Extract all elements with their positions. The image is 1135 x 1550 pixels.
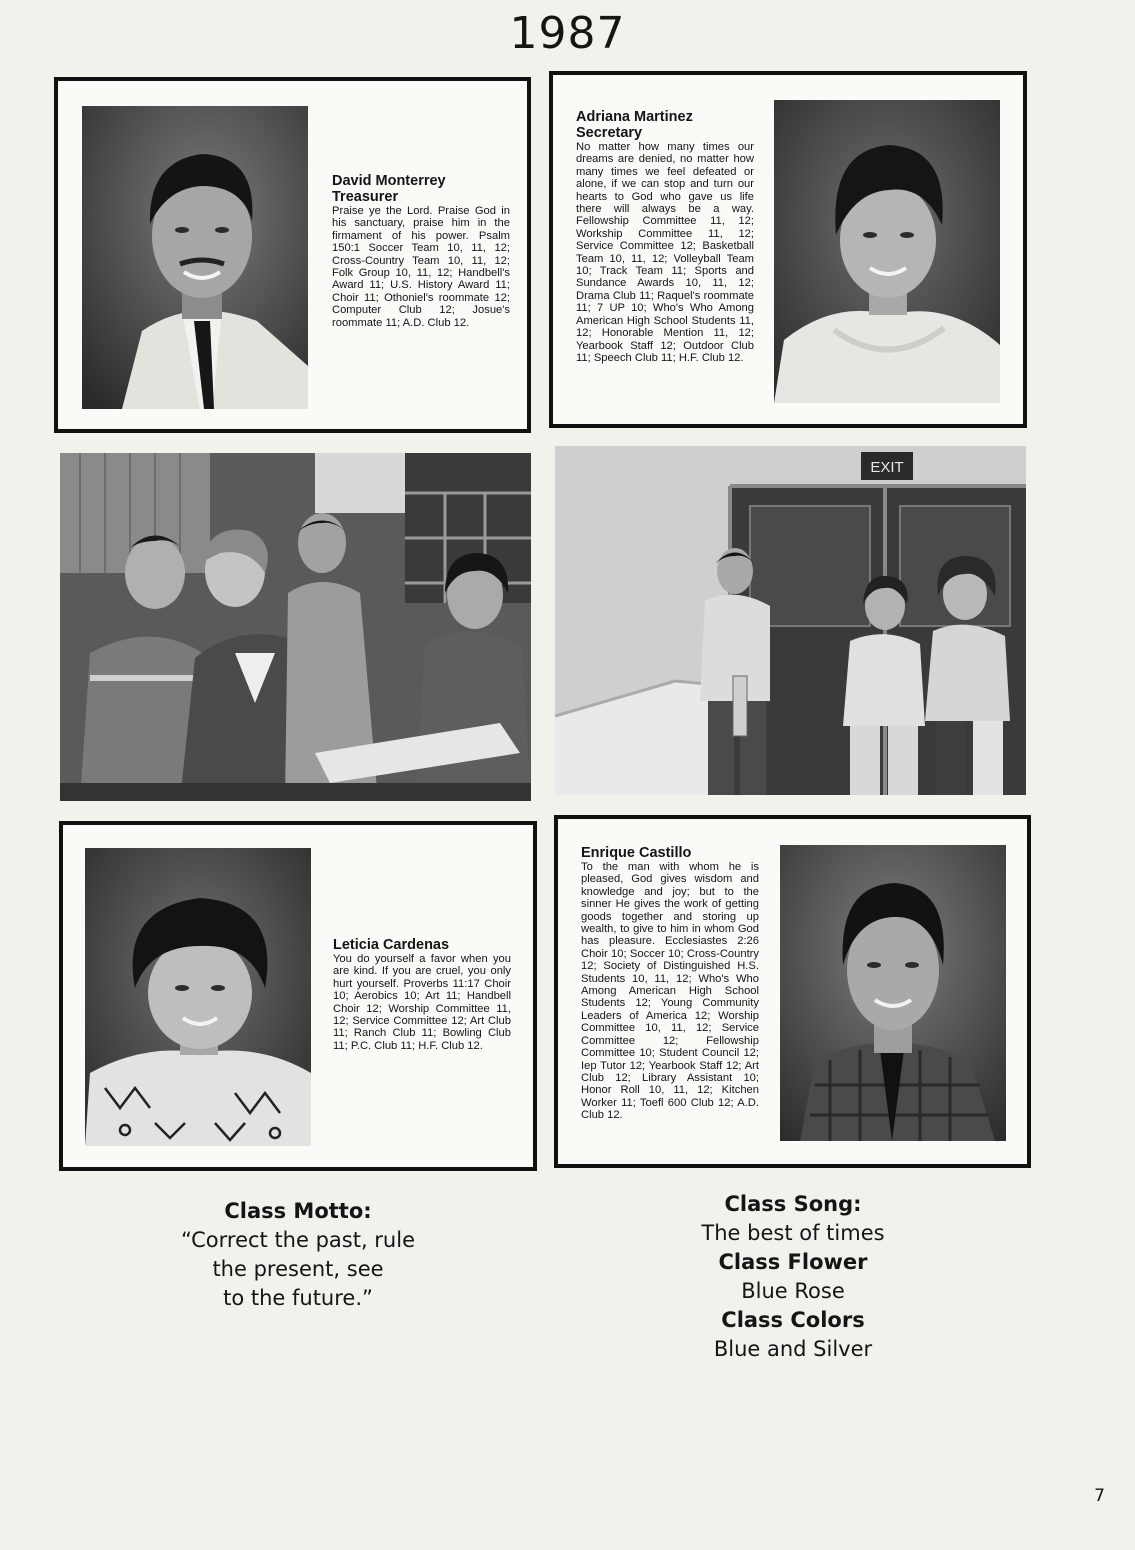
profile-card-enrique bbox=[554, 815, 1031, 1168]
flower-label: Class Flower bbox=[718, 1250, 868, 1274]
motto-line-3: to the future.” bbox=[223, 1286, 373, 1310]
exit-sign: EXIT bbox=[870, 459, 904, 476]
flower-value: Blue Rose bbox=[741, 1279, 845, 1303]
song-label: Class Song: bbox=[724, 1192, 862, 1216]
officer-title: Treasurer bbox=[332, 189, 399, 205]
motto-line-2: the present, see bbox=[212, 1257, 384, 1281]
profile-card-leticia bbox=[59, 821, 537, 1171]
student-name: Enrique Castillo bbox=[581, 845, 692, 861]
profile-card-david bbox=[54, 77, 531, 433]
bio-text: To the man with whom he is pleased, God gives wisdom and knowledge and joy; but to the sinner He gives the work of getting goods together and storing up wealth, to give to him in whom God has pleasure. Ecclesiastes 2:26 Choir 10; Soccer 10; Cross-Country 12; Society of Distinguished H.S. Students 10, 11, 12; Who's Who Among American High School Students 12; Young Community Leaders of America 12; Worship Committee 10, 11, 12; Service Committee 12; Fellowship Committee 10; Student Council 12; Iep Tutor 12; Yearbook Staff 12; Art Club 12; Library Assistant 10; Honor Roll 10, 11, 12; Kitchen Worker 11; Toefl 600 Club 12; A.D. Club 12. bbox=[581, 861, 759, 1122]
bio-text: You do yourself a favor when you are kind. If you are cruel, you only hurt yourself. Proverbs 11:17 Choir 10; Aerobics 10; Art 11; Handbell Choir 12; Worship Committee 11, 12; Service Committee 12; Art Club 11; Ranch Club 11; Bowling Club 11; P.C. Club 11; H.F. Club 12. bbox=[333, 953, 511, 1052]
group-photo-classroom bbox=[60, 453, 531, 801]
bio-text: Praise ye the Lord. Praise God in his sanctuary, praise him in the firmament of his power. Psalm 150:1 Soccer Team 10, 11, 12; Cross-Country Team 10, 11, 12; Folk Group 10, 11, 12; Handbell's Award 11; U.S. History Award 11; Choir 11; Othoniel's roommate 12; Computer Club 12; Josue's roommate 11; A.D. Club 12. bbox=[332, 205, 510, 329]
bio-david bbox=[332, 173, 510, 329]
class-details bbox=[645, 1190, 941, 1364]
page-number: 7 bbox=[1094, 1486, 1105, 1506]
motto-label: Class Motto: bbox=[224, 1199, 372, 1223]
portrait-photo-enrique bbox=[780, 845, 1006, 1141]
student-name: David Monterrey bbox=[332, 173, 446, 189]
portrait-photo-david bbox=[82, 106, 308, 409]
officer-title: Secretary bbox=[576, 125, 643, 141]
bio-text: No matter how many times our dreams are denied, no matter how many times we feel defeated or alone, if we can stop and turn our hearts to God who gave us life there will always be a way. Fellowship Committee 11, 12; Workship Committee 11, 12; Service Committee 12; Basketball Team 10, 11, 12; Volleyball Team 10; Track Team 11; Sports and Sundance Awards 10, 11, 12; Drama Club 11; Raquel's roommate 11; 7 UP 10; Who's Who Among American High School Students 11, 12; Honorable Mention 11, 12; Yearbook Staff 12; Outdoor Club 11; Speech Club 11; H.F. Club 12. bbox=[576, 141, 754, 364]
bio-enrique bbox=[581, 845, 759, 1122]
motto-line-1: “Correct the past, rule bbox=[180, 1228, 415, 1252]
colors-label: Class Colors bbox=[721, 1308, 865, 1332]
class-motto bbox=[150, 1197, 446, 1313]
profile-card-adriana bbox=[549, 71, 1027, 428]
bio-adriana bbox=[576, 109, 754, 364]
group-photo-hallway bbox=[555, 446, 1026, 795]
colors-value: Blue and Silver bbox=[713, 1337, 873, 1361]
bio-leticia bbox=[333, 937, 511, 1052]
year-heading: 1987 bbox=[509, 8, 626, 59]
student-name: Leticia Cardenas bbox=[333, 937, 450, 953]
portrait-photo-leticia bbox=[85, 848, 311, 1146]
portrait-photo-adriana bbox=[774, 100, 1000, 403]
student-name: Adriana Martinez bbox=[576, 109, 693, 125]
song-value: The best of times bbox=[701, 1221, 885, 1245]
